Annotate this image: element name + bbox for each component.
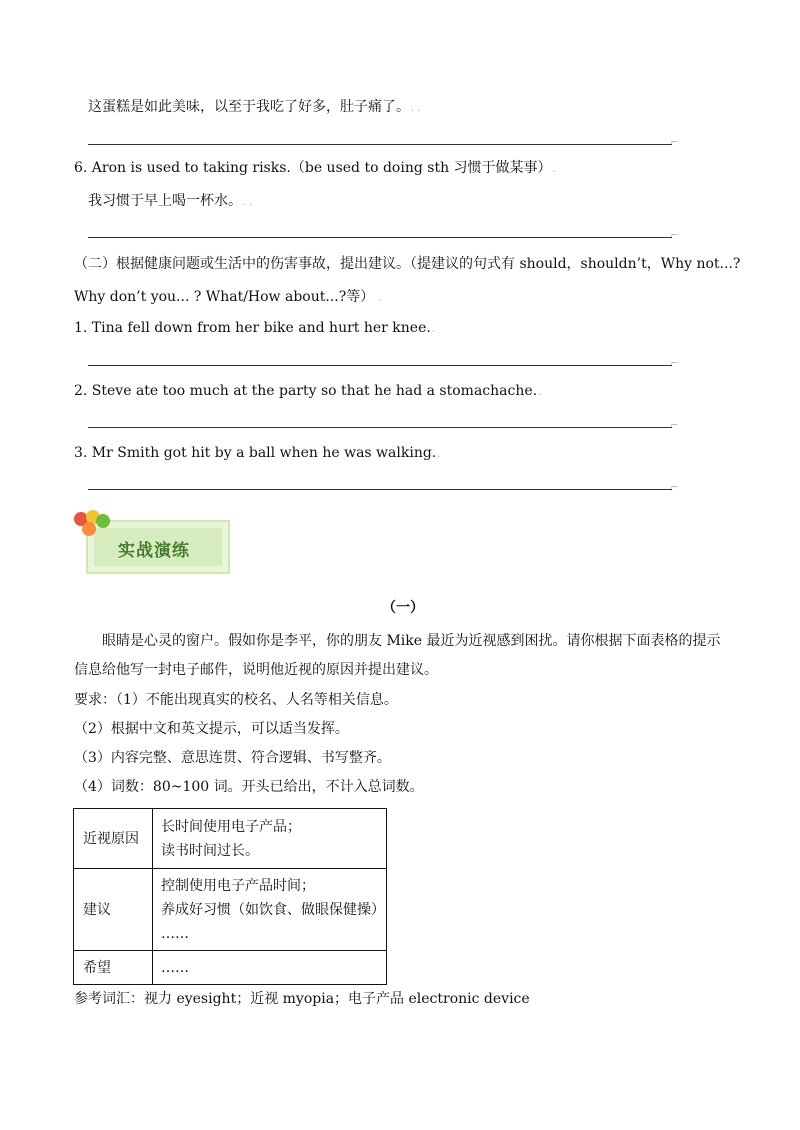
section2-instruction-cont: Why don’t you... ? What/How about...?等） . [74, 289, 382, 305]
reference-vocabulary: 参考词汇：视力 eyesight；近视 myopia；电子产品 electronic device [74, 991, 530, 1007]
banner-title: 实战演练 [118, 541, 190, 561]
banner-dot-green [96, 514, 110, 528]
row-content-advice: 控制使用电子产品时间； 养成好习惯（如饮食、做眼保健操） …… [153, 869, 387, 951]
table-row [74, 809, 387, 869]
table-row [74, 951, 387, 985]
q6-sentence: 6. Aron is used to taking risks.（be used to doing sth 习惯于做某事）. [74, 160, 556, 176]
q6-answer-line[interactable]: ⌐ [88, 237, 672, 238]
q5-answer-line[interactable]: ⌐ [88, 144, 672, 145]
part-heading: （一） [382, 600, 424, 616]
q6-chinese-prompt: 我习惯于早上喝一杯水。. . [88, 193, 253, 209]
s2-item-2: 2. Steve ate too much at the party so that he had a stomachache.. [74, 383, 542, 399]
row-content-hope: …… [153, 951, 387, 985]
s2-item-3: 3. Mr Smith got hit by a ball when he was walking.. [74, 445, 441, 461]
row-label-advice: 建议 [74, 869, 153, 951]
requirement-1: 要求：（1）不能出现真实的校名、人名等相关信息。 [74, 692, 398, 708]
row-content-cause: 长时间使用电子产品； 读书时间过长。 [153, 809, 387, 869]
row-label-cause: 近视原因 [74, 809, 153, 869]
s2-item-3-answer-line[interactable]: ⌐ [88, 489, 672, 490]
table-row [74, 869, 387, 951]
row-label-hope: 希望 [74, 951, 153, 985]
section2-instruction: （二）根据健康问题或生活中的伤害事故，提出建议。（提建议的句式有 should，shouldn’t，Why not...? [74, 256, 741, 272]
requirement-3: （3）内容完整、意思连贯、符合逻辑、书写整齐。 [74, 750, 391, 766]
s2-item-1-answer-line[interactable]: ⌐ [88, 365, 672, 366]
banner-dot-orange [82, 522, 96, 536]
writing-intro-line2: 信息给他写一封电子邮件，说明他近视的原因并提出建议。 [74, 662, 438, 678]
writing-intro-line1: 眼睛是心灵的窗户。假如你是李平，你的朋友 Mike 最近为近视感到困扰。请你根据下面表格的提示 [102, 633, 721, 649]
hint-table [73, 808, 387, 985]
q5-chinese-prompt: 这蛋糕是如此美味，以至于我吃了好多，肚子痛了。. . [88, 99, 421, 115]
practice-banner [74, 510, 228, 574]
requirement-2: （2）根据中文和英文提示，可以适当发挥。 [74, 721, 349, 737]
s2-item-1: 1. Tina fell down from her bike and hurt her knee.. [74, 320, 436, 336]
requirement-4: （4）词数：80~100 词。开头已给出，不计入总词数。 [74, 779, 424, 795]
s2-item-2-answer-line[interactable]: ⌐ [88, 427, 672, 428]
